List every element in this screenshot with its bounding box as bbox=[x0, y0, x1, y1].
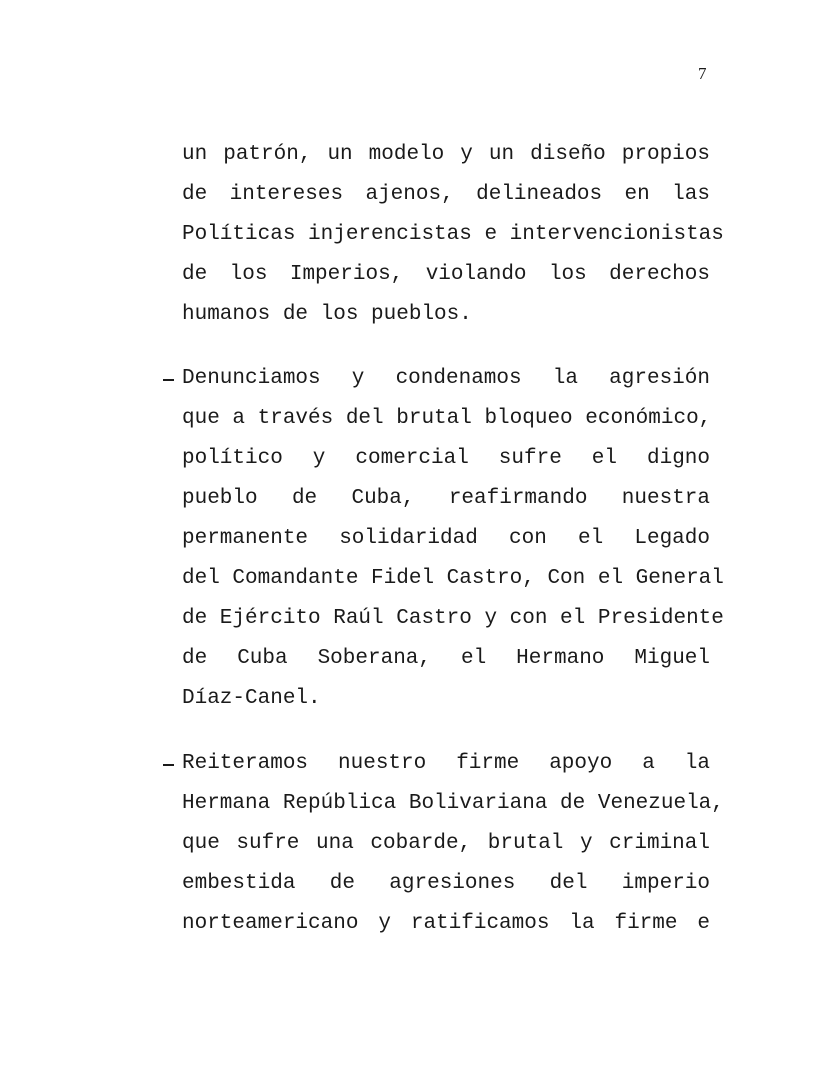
text-line: de intereses ajenos, delineados en las bbox=[182, 183, 710, 206]
page-number: 7 bbox=[698, 64, 707, 83]
text-line: embestida de agresiones del imperio bbox=[182, 872, 710, 895]
text-line: de los Imperios, violando los derechos bbox=[182, 263, 710, 286]
text-line: político y comercial sufre el digno bbox=[182, 447, 710, 470]
paragraph-cuba bbox=[182, 359, 724, 719]
text-line: permanente solidaridad con el Legado bbox=[182, 527, 710, 550]
text-line: humanos de los pueblos. bbox=[182, 303, 472, 326]
text-line: que a través del brutal bloqueo económico, bbox=[182, 407, 712, 430]
text-line: Díaz-Canel. bbox=[182, 687, 321, 710]
text-line: un patrón, un modelo y un diseño propios bbox=[182, 143, 710, 166]
paragraph-continuation bbox=[182, 135, 724, 335]
text-line: de Cuba Soberana, el Hermano Miguel bbox=[182, 647, 710, 670]
text-line: de Ejército Raúl Castro y con el Presidente bbox=[182, 607, 724, 630]
dash-bullet-icon bbox=[162, 359, 176, 399]
text-line: pueblo de Cuba, reafirmando nuestra bbox=[182, 487, 710, 510]
text-line: del Comandante Fidel Castro, Con el General bbox=[182, 567, 724, 590]
paragraph-venezuela bbox=[182, 744, 724, 944]
text-line: Políticas injerencistas e intervencionistas bbox=[182, 223, 724, 246]
text-line: Denunciamos y condenamos la agresión bbox=[182, 367, 710, 390]
text-line: Hermana República Bolivariana de Venezuela, bbox=[182, 792, 724, 815]
text-line: norteamericano y ratificamos la firme e bbox=[182, 912, 710, 935]
text-line: Reiteramos nuestro firme apoyo a la bbox=[182, 752, 710, 775]
text-line: que sufre una cobarde, brutal y criminal bbox=[182, 832, 710, 855]
dash-bullet-icon bbox=[162, 744, 176, 784]
